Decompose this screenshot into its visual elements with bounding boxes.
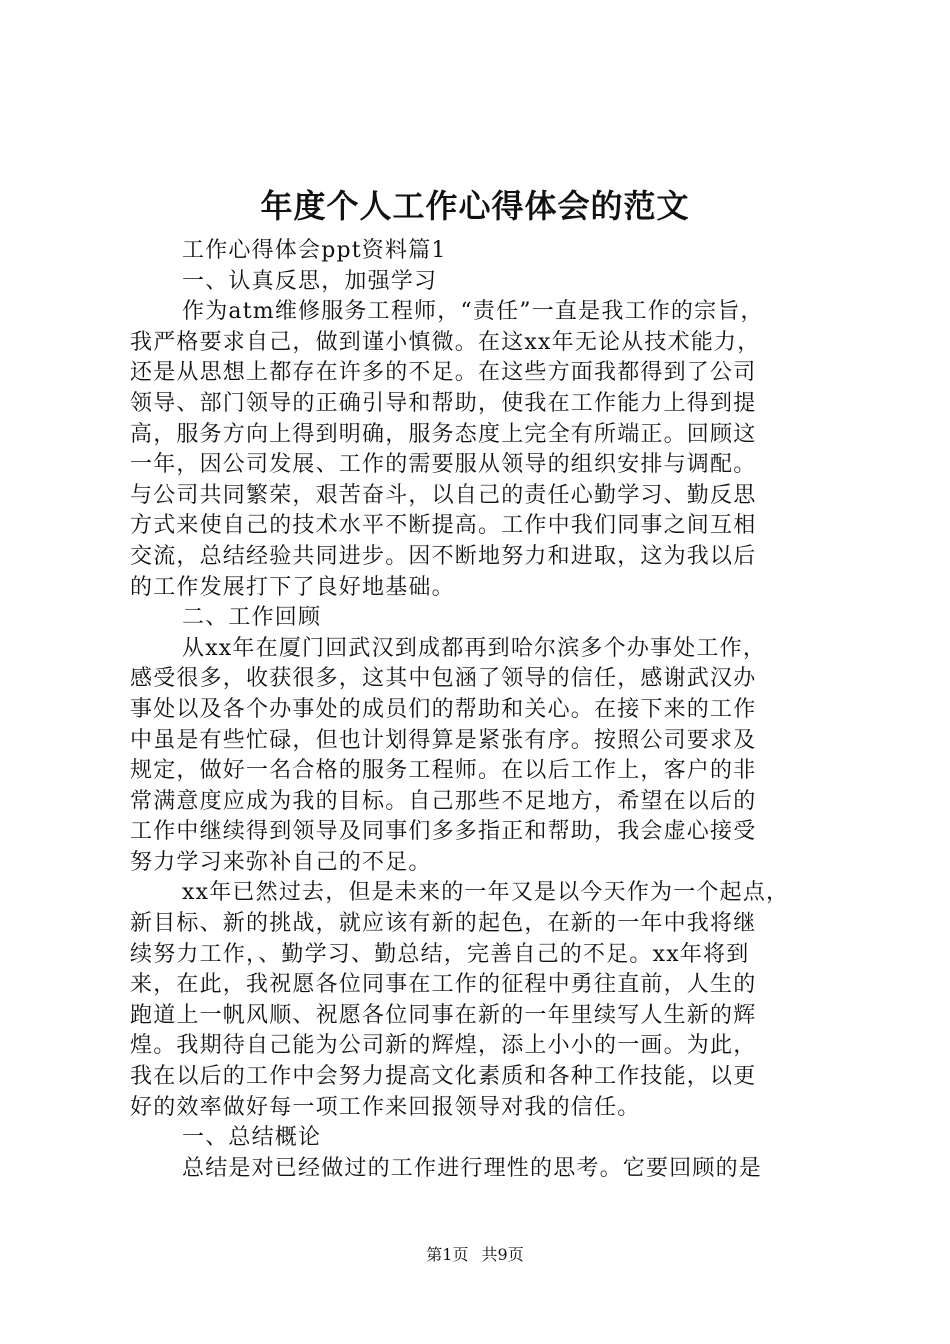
body-line: 总结是对已经做过的工作进行理性的思考。它要回顾的是 <box>182 1155 763 1181</box>
document-title: 年度个人工作心得体会的范文 <box>260 187 690 225</box>
body-line: 还是从思想上都存在许多的不足。在这些方面我都得到了公司 <box>130 360 757 386</box>
body-line: 新目标、新的挑战，就应该有新的起色，在新的一年中我将继 <box>130 911 757 937</box>
body-line: 一、总结概论 <box>182 1125 322 1151</box>
body-line: 煌。我期待自己能为公司新的辉煌，添上小小的一画。为此， <box>130 1033 757 1059</box>
body-line: 来，在此，我祝愿各位同事在工作的征程中勇往直前，人生的 <box>130 972 757 998</box>
body-line: 交流，总结经验共同进步。因不断地努力和进取，这为我以后 <box>130 543 757 569</box>
body-line: 方式来使自己的技术水平不断提高。工作中我们同事之间互相 <box>130 513 757 539</box>
body-line: 好的效率做好每一项工作来回报领导对我的信任。 <box>130 1094 641 1120</box>
body-line: 跑道上一帆风顺、祝愿各位同事在新的一年里续写人生新的辉 <box>130 1002 757 1028</box>
body-line: 的工作发展打下了良好地基础。 <box>130 574 455 600</box>
body-line: 一、认真反思，加强学习 <box>182 268 438 294</box>
body-line: 我在以后的工作中会努力提高文化素质和各种工作技能，以更 <box>130 1064 757 1090</box>
body-line: 领导、部门领导的正确引导和帮助，使我在工作能力上得到提 <box>130 390 757 416</box>
body-line: 作为atm维修服务工程师，“责任”一直是我工作的宗旨， <box>182 299 764 325</box>
body-line: 从xx年在厦门回武汉到成都再到哈尔滨多个办事处工作， <box>182 635 767 661</box>
page-total: 共9页 <box>481 1245 524 1264</box>
page-footer <box>0 1244 950 1266</box>
body-line: 续努力工作，、勤学习、勤总结，完善自己的不足。xx年将到 <box>130 941 750 967</box>
body-line: 工作心得体会ppt资料篇1 <box>182 238 447 263</box>
document-body <box>130 236 836 1184</box>
body-line: 事处以及各个办事处的成员们的帮助和关心。在接下来的工作 <box>130 696 757 722</box>
body-line: 常满意度应成为我的目标。自己那些不足地方，希望在以后的 <box>130 788 757 814</box>
body-line: 努力学习来弥补自己的不足。 <box>130 849 432 875</box>
body-line: 二、工作回顾 <box>182 605 322 631</box>
body-line: 规定，做好一名合格的服务工程师。在以后工作上，客户的非 <box>130 758 757 784</box>
body-line: 感受很多，收获很多，这其中包涵了领导的信任，感谢武汉办 <box>130 666 757 692</box>
page-number: 第1页 <box>426 1245 469 1264</box>
body-line: 中虽是有些忙碌，但也计划得算是紧张有序。按照公司要求及 <box>130 727 757 753</box>
body-line: 工作中继续得到领导及同事们多多指正和帮助，我会虚心接受 <box>130 819 757 845</box>
body-line: 与公司共同繁荣，艰苦奋斗，以自己的责任心勤学习、勤反思 <box>130 482 757 508</box>
body-line: xx年已然过去，但是未来的一年又是以今天作为一个起点， <box>182 880 790 906</box>
body-line: 高，服务方向上得到明确，服务态度上完全有所端正。回顾这 <box>130 421 757 447</box>
body-line: 一年，因公司发展、工作的需要服从领导的组织安排与调配。 <box>130 452 757 478</box>
body-line: 我严格要求自己，做到谨小慎微。在这xx年无论从技术能力， <box>130 329 761 355</box>
